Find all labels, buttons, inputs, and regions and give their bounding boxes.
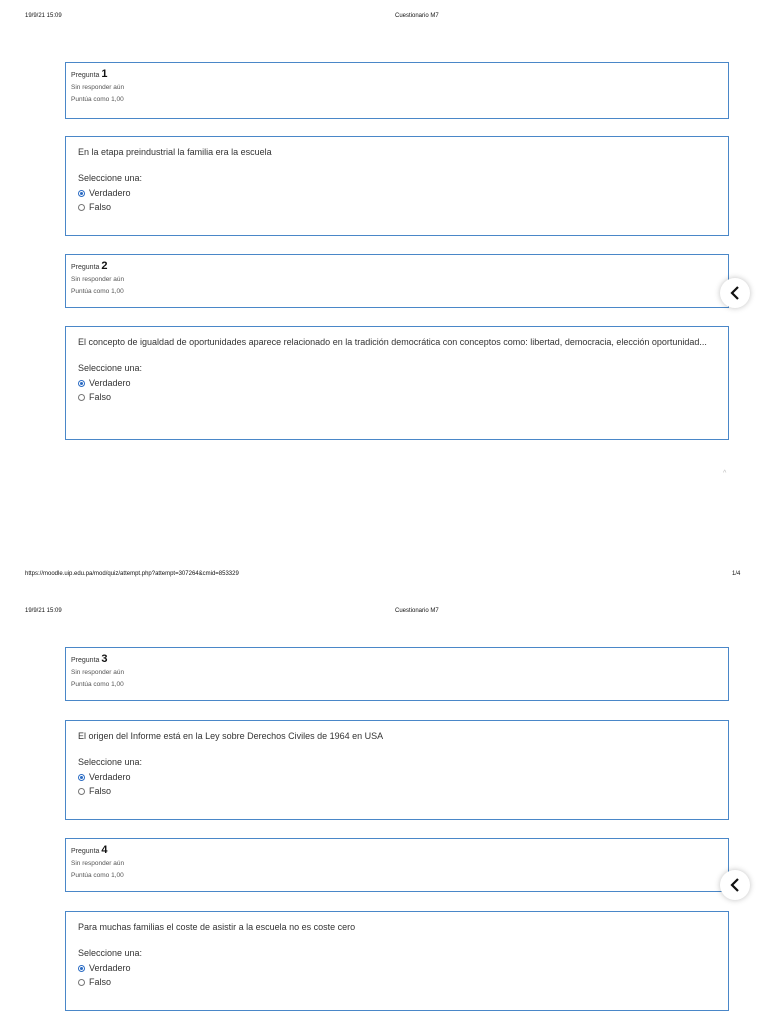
answer-prompt: Seleccione una: [78, 757, 143, 767]
question-content-1 [65, 136, 729, 236]
radio-unchecked-icon[interactable] [78, 204, 85, 211]
radio-checked-icon[interactable] [78, 380, 85, 387]
option-label: Falso [89, 202, 112, 212]
option-label: Falso [89, 977, 112, 987]
radio-unchecked-icon[interactable] [78, 394, 85, 401]
question-text: El origen del Informe está en la Ley sobre Derechos Civiles de 1964 en USA [78, 731, 384, 741]
question-info-1 [65, 62, 729, 119]
radio-checked-icon[interactable] [78, 965, 85, 972]
question-label: Pregunta [71, 72, 100, 79]
option-falso[interactable] [78, 390, 716, 404]
question-label: Pregunta [71, 264, 100, 271]
drawer-toggle-button[interactable] [720, 278, 750, 308]
question-number: 1 [101, 68, 108, 80]
option-falso[interactable] [78, 200, 716, 214]
question-content-4 [65, 911, 729, 1011]
option-label: Verdadero [89, 378, 131, 388]
question-content-3 [65, 720, 729, 820]
chevron-left-icon [729, 286, 741, 300]
print-date: 19/9/21 15:09 [25, 608, 62, 614]
print-url: https://moodle.uip.edu.pa/mod/quiz/attempt.php?attempt=307264&cmid=853329 [25, 571, 239, 577]
question-number: 2 [101, 260, 108, 272]
answer-prompt: Seleccione una: [78, 363, 143, 373]
chevron-up-icon[interactable]: ^ [723, 470, 727, 477]
question-text: En la etapa preindustrial la familia era la escuela [78, 147, 272, 157]
option-label: Falso [89, 392, 112, 402]
option-verdadero[interactable] [78, 961, 716, 975]
option-falso[interactable] [78, 784, 716, 798]
question-score: Puntúa como 1,00 [71, 681, 124, 688]
drawer-toggle-button[interactable] [720, 870, 750, 900]
answer-prompt: Seleccione una: [78, 173, 143, 183]
option-verdadero[interactable] [78, 186, 716, 200]
answer-prompt: Seleccione una: [78, 948, 143, 958]
print-title: Cuestionario M7 [395, 608, 439, 614]
question-status: Sin responder aún [71, 84, 125, 91]
radio-unchecked-icon[interactable] [78, 788, 85, 795]
print-title: Cuestionario M7 [395, 13, 439, 19]
question-label: Pregunta [71, 657, 100, 664]
option-verdadero[interactable] [78, 376, 716, 390]
radio-checked-icon[interactable] [78, 774, 85, 781]
question-label: Pregunta [71, 848, 100, 855]
question-score: Puntúa como 1,00 [71, 872, 124, 879]
option-label: Verdadero [89, 772, 131, 782]
radio-unchecked-icon[interactable] [78, 979, 85, 986]
print-date: 19/9/21 15:09 [25, 13, 62, 19]
question-info-2 [65, 254, 729, 308]
question-number: 4 [101, 844, 108, 856]
chevron-left-icon [729, 878, 741, 892]
question-status: Sin responder aún [71, 860, 125, 867]
option-label: Verdadero [89, 963, 131, 973]
option-verdadero[interactable] [78, 770, 716, 784]
question-status: Sin responder aún [71, 276, 125, 283]
question-number: 3 [101, 653, 108, 665]
question-info-3 [65, 647, 729, 701]
question-score: Puntúa como 1,00 [71, 96, 124, 103]
question-content-2 [65, 326, 729, 440]
question-info-4 [65, 838, 729, 892]
option-falso[interactable] [78, 975, 716, 989]
question-text: Para muchas familias el coste de asistir a la escuela no es coste cero [78, 922, 356, 932]
radio-checked-icon[interactable] [78, 190, 85, 197]
question-status: Sin responder aún [71, 669, 125, 676]
question-score: Puntúa como 1,00 [71, 288, 124, 295]
option-label: Falso [89, 786, 112, 796]
question-text: El concepto de igualdad de oportunidades aparece relacionado en la tradición democrática con conceptos como: libertad, democracia, elección oportunidad... [78, 337, 707, 347]
print-page-number: 1/4 [732, 571, 741, 577]
option-label: Verdadero [89, 188, 131, 198]
